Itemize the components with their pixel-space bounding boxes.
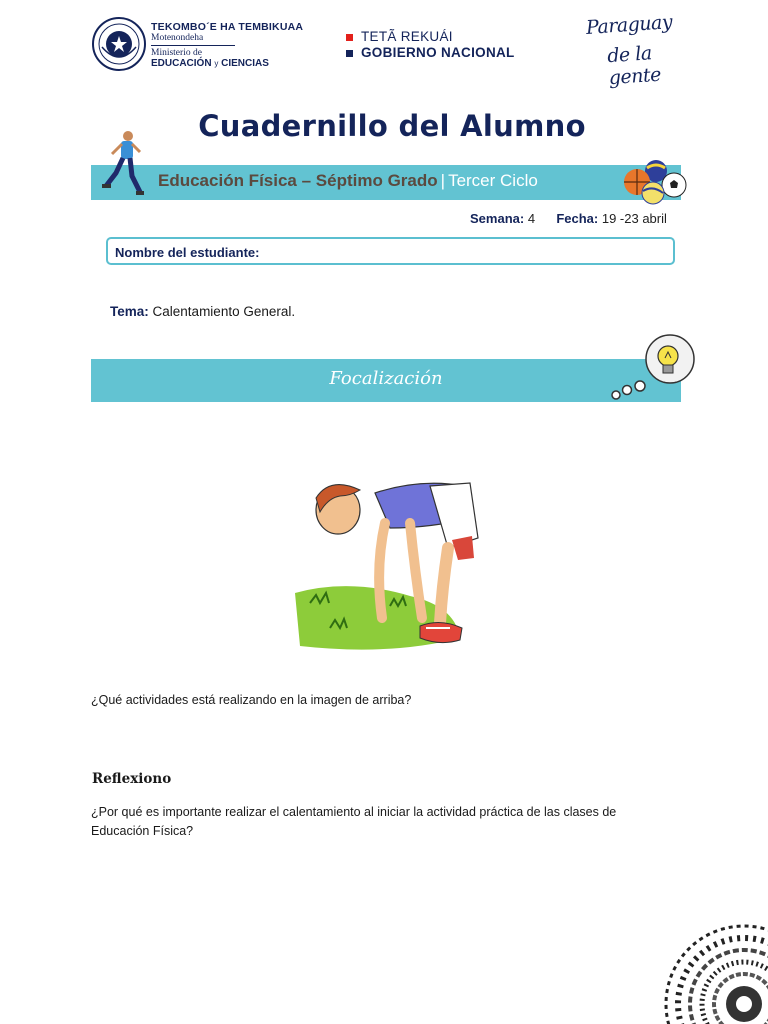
subject-text: Educación Física – Séptimo Grado: [158, 171, 438, 190]
runner-icon: [102, 128, 144, 198]
ministry-sciences: CIENCIAS: [221, 58, 269, 69]
government-logo: [346, 29, 515, 61]
cycle-text: Tercer Ciclo: [448, 171, 538, 190]
slogan-line1: Paraguay: [585, 11, 673, 39]
topic-label: Tema:: [110, 304, 149, 319]
gov-line1: TETÃ REKUÁI: [361, 29, 453, 44]
topic-line: [110, 304, 295, 319]
reflection-heading: Reflexiono: [92, 771, 172, 787]
date-label: Fecha:: [556, 211, 599, 226]
page-title: Cuadernillo del Alumno: [198, 109, 586, 143]
week-value: 4: [527, 211, 536, 226]
ministry-logo: [151, 21, 341, 70]
student-name-field[interactable]: [106, 237, 675, 265]
ministry-education: EDUCACIÓN: [151, 58, 212, 69]
gov-row-1: [346, 29, 515, 45]
ministry-line3: Ministerio de: [151, 48, 202, 58]
lightbulb-thought-icon: [610, 330, 700, 402]
subject-separator: |: [440, 171, 446, 190]
gov-line2: GOBIERNO NACIONAL: [361, 45, 515, 60]
topic-value: Calentamiento General.: [152, 304, 296, 319]
week-date-line: [470, 211, 667, 226]
ministry-rule: [151, 45, 235, 46]
slogan-logo: [585, 11, 701, 90]
ministry-line4: [151, 58, 341, 70]
national-seal-icon: [92, 17, 146, 71]
ministry-line2: Motenondeha: [151, 33, 204, 43]
slogan-line2: de la gente: [606, 42, 662, 90]
ministry-y: y: [214, 59, 219, 68]
subject-line: [158, 171, 538, 191]
red-square-icon: [346, 34, 353, 41]
ministry-line1: TEKOMBO´E HA TEMBIKUAA: [151, 21, 304, 33]
student-name-label: Nombre del estudiante:: [115, 245, 260, 260]
date-value: 19 -23 abril: [601, 211, 667, 226]
subject-band: [91, 165, 681, 200]
gov-row-2: [346, 45, 515, 61]
week-label: Semana:: [470, 211, 525, 226]
section-band: [91, 359, 681, 402]
sports-balls-icon: [620, 158, 688, 206]
mandala-decoration-icon: [664, 920, 768, 1024]
stretching-boy-illustration: [290, 478, 480, 656]
navy-square-icon: [346, 50, 353, 57]
question-2: ¿Por qué es importante realizar el calentamiento al iniciar la actividad práctica de las clases de Educación Física?: [91, 805, 617, 838]
question-1: ¿Qué actividades está realizando en la imagen de arriba?: [91, 693, 412, 707]
section-title: Focalización: [329, 368, 443, 389]
